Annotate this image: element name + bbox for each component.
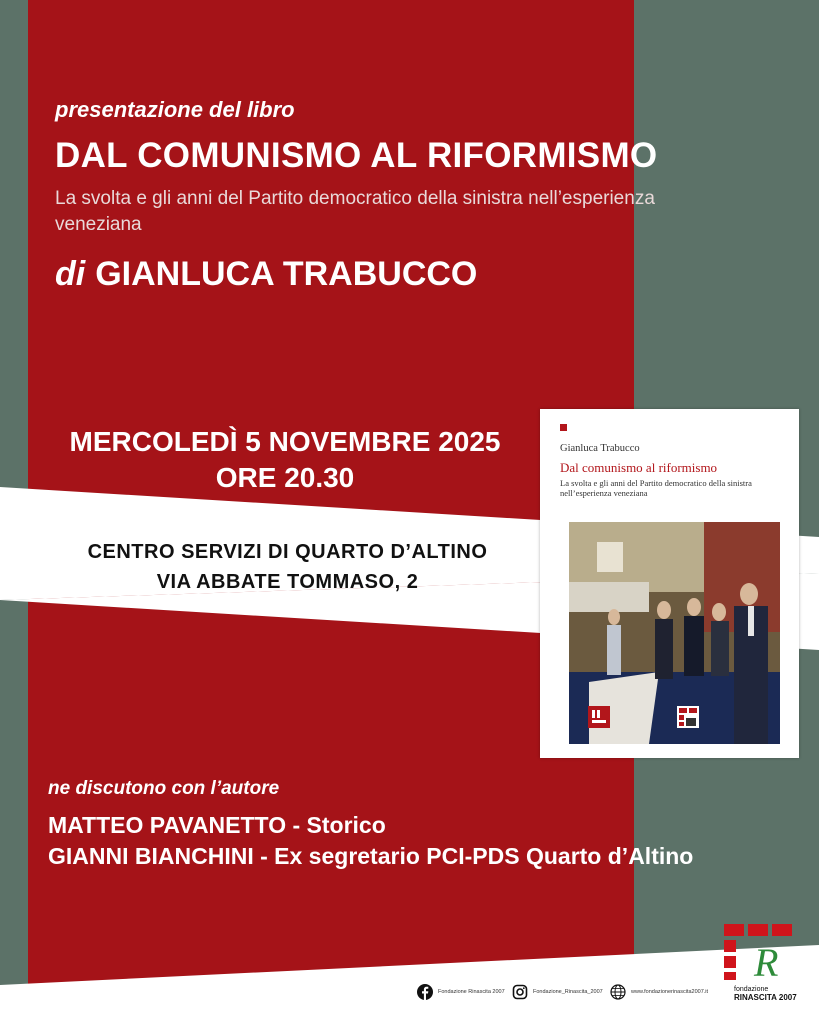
footer-website[interactable] <box>610 984 708 1000</box>
event-time: ORE 20.30 <box>215 462 355 493</box>
instagram-icon <box>512 984 528 1000</box>
logo-wordmark <box>734 986 797 1002</box>
cover-author: Gianluca Trabucco <box>560 443 640 454</box>
book-subtitle: La svolta e gli anni del Partito democratico della sinistra nell’esperienza veneziana <box>55 188 655 235</box>
presentation-intro: presentazione del libro <box>55 97 295 122</box>
discussion-intro: ne discutono con l’autore <box>48 778 280 799</box>
event-venue <box>50 537 525 597</box>
speaker-2: GIANNI BIANCHINI - Ex segretario PCI-PDS Quarto d’Altino <box>48 843 694 869</box>
logo-line2: RINASCITA 2007 <box>734 993 797 1002</box>
logo-line1: fondazione <box>734 986 769 993</box>
cover-marker <box>560 424 567 431</box>
speaker-1: MATTEO PAVANETTO - Storico <box>48 812 386 838</box>
event-date: MERCOLEDÌ 5 NOVEMBRE 2025 <box>69 426 501 457</box>
facebook-label: Fondazione Rinascita 2007 <box>438 989 505 995</box>
venue-name: CENTRO SERVIZI DI QUARTO D’ALTINO <box>87 541 488 563</box>
venue-address: VIA ABBATE TOMMASO, 2 <box>156 571 419 593</box>
book-title: DAL COMUNISMO AL RIFORMISMO <box>55 136 658 175</box>
footer-instagram[interactable] <box>512 984 603 1000</box>
author-line <box>55 255 477 294</box>
book-cover <box>540 409 799 758</box>
publisher-logo-cesare <box>588 706 610 728</box>
globe-icon <box>610 984 626 1000</box>
cover-title: Dal comunismo al riformismo <box>560 460 718 475</box>
instagram-label: Fondazione_Rinascita_2007 <box>533 989 603 995</box>
facebook-icon <box>417 984 433 1000</box>
footer-facebook[interactable] <box>417 984 505 1000</box>
author-name: GIANLUCA TRABUCCO <box>95 255 478 293</box>
website-label: www.fondazionerinascita2007.it <box>631 989 709 995</box>
event-datetime <box>55 424 515 496</box>
publisher-logo-rinascita <box>677 706 699 728</box>
author-prefix: di <box>55 255 86 293</box>
svg-text:R: R <box>754 940 779 985</box>
cover-subtitle: La svolta e gli anni del Partito democratico della sinistra nell’esperienza veneziana <box>560 478 752 498</box>
